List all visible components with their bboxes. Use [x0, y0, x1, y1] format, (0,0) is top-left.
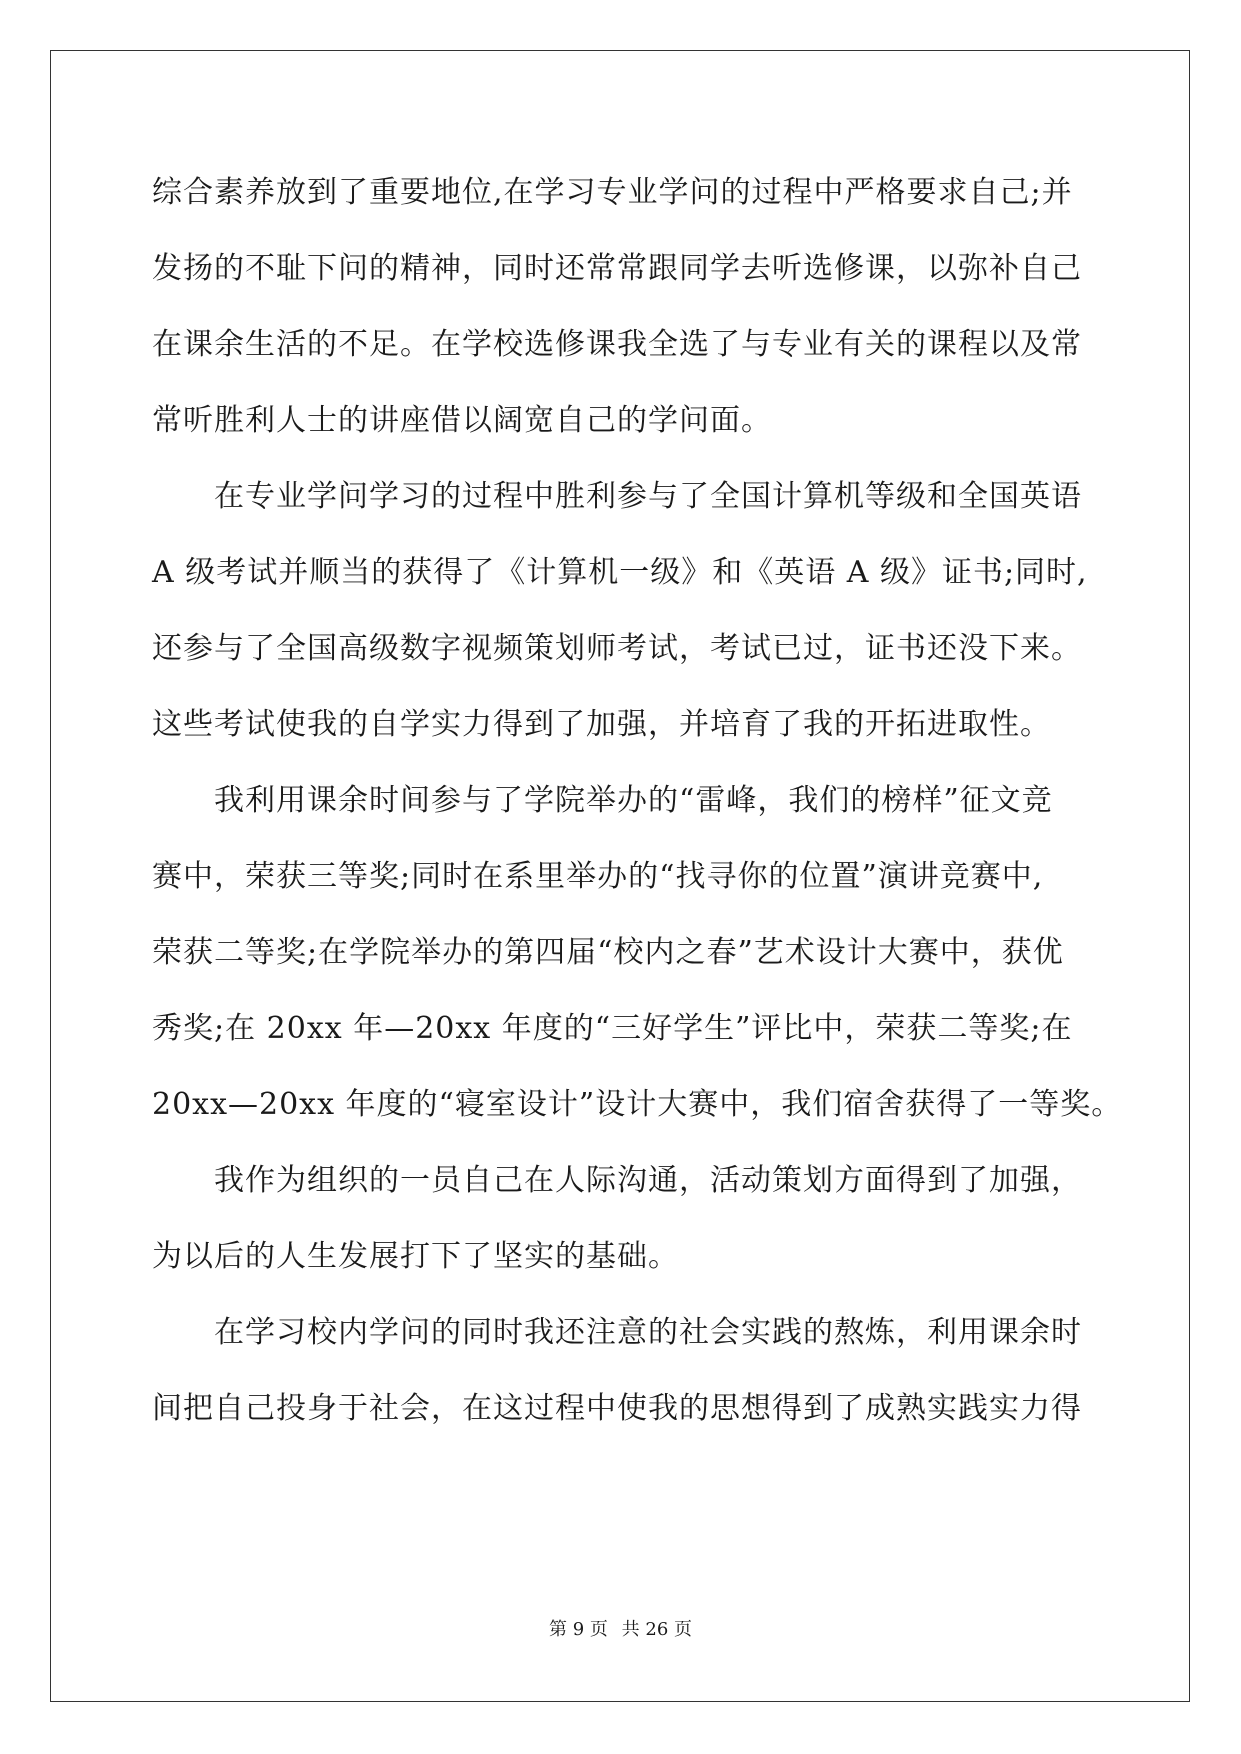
paragraph-start-line: 我作为组织的一员自己在人际沟通，活动策划方面得到了加强， — [214, 1163, 1082, 1198]
text-line: A 级考试并顺当的获得了《计算机一级》和《英语 A 级》证书;同时, — [152, 555, 1088, 590]
text-line: 20xx—20xx 年度的“寝室设计”设计大赛中，我们宿舍获得了一等奖。 — [152, 1087, 1123, 1122]
page-number: 第 9 页 — [549, 1619, 608, 1640]
page-footer — [0, 1618, 1241, 1642]
text-line: 荣获二等奖;在学院举办的第四届“校内之春”艺术设计大赛中，获优 — [152, 935, 1064, 970]
text-line: 这些考试使我的自学实力得到了加强，并培育了我的开拓进取性。 — [152, 707, 1051, 742]
page-total: 共 26 页 — [621, 1619, 692, 1640]
text-line: 综合素养放到了重要地位,在学习专业学问的过程中严格要求自己;并 — [152, 175, 1073, 210]
text-line: 发扬的不耻下问的精神，同时还常常跟同学去听选修课，以弥补自己 — [152, 251, 1082, 286]
text-line: 为以后的人生发展打下了坚实的基础。 — [152, 1239, 679, 1274]
text-line: 常听胜利人士的讲座借以阔宽自己的学问面。 — [152, 403, 772, 438]
text-line: 间把自己投身于社会，在这过程中使我的思想得到了成熟实践实力得 — [152, 1391, 1082, 1426]
paragraph-start-line: 在专业学问学习的过程中胜利参与了全国计算机等级和全国英语 — [214, 479, 1082, 514]
text-line: 秀奖;在 20xx 年—20xx 年度的“三好学生”评比中，荣获二等奖;在 — [152, 1011, 1073, 1046]
paragraph-start-line: 我利用课余时间参与了学院举办的“雷峰，我们的榜样”征文竞 — [214, 783, 1053, 818]
text-line: 赛中，荣获三等奖;同时在系里举办的“找寻你的位置”演讲竞赛中, — [152, 859, 1044, 894]
text-line: 还参与了全国高级数字视频策划师考试，考试已过，证书还没下来。 — [152, 631, 1082, 666]
paragraph-start-line: 在学习校内学问的同时我还注意的社会实践的熬炼，利用课余时 — [214, 1315, 1082, 1350]
document-body — [152, 155, 1123, 1447]
text-line: 在课余生活的不足。在学校选修课我全选了与专业有关的课程以及常 — [152, 327, 1082, 362]
